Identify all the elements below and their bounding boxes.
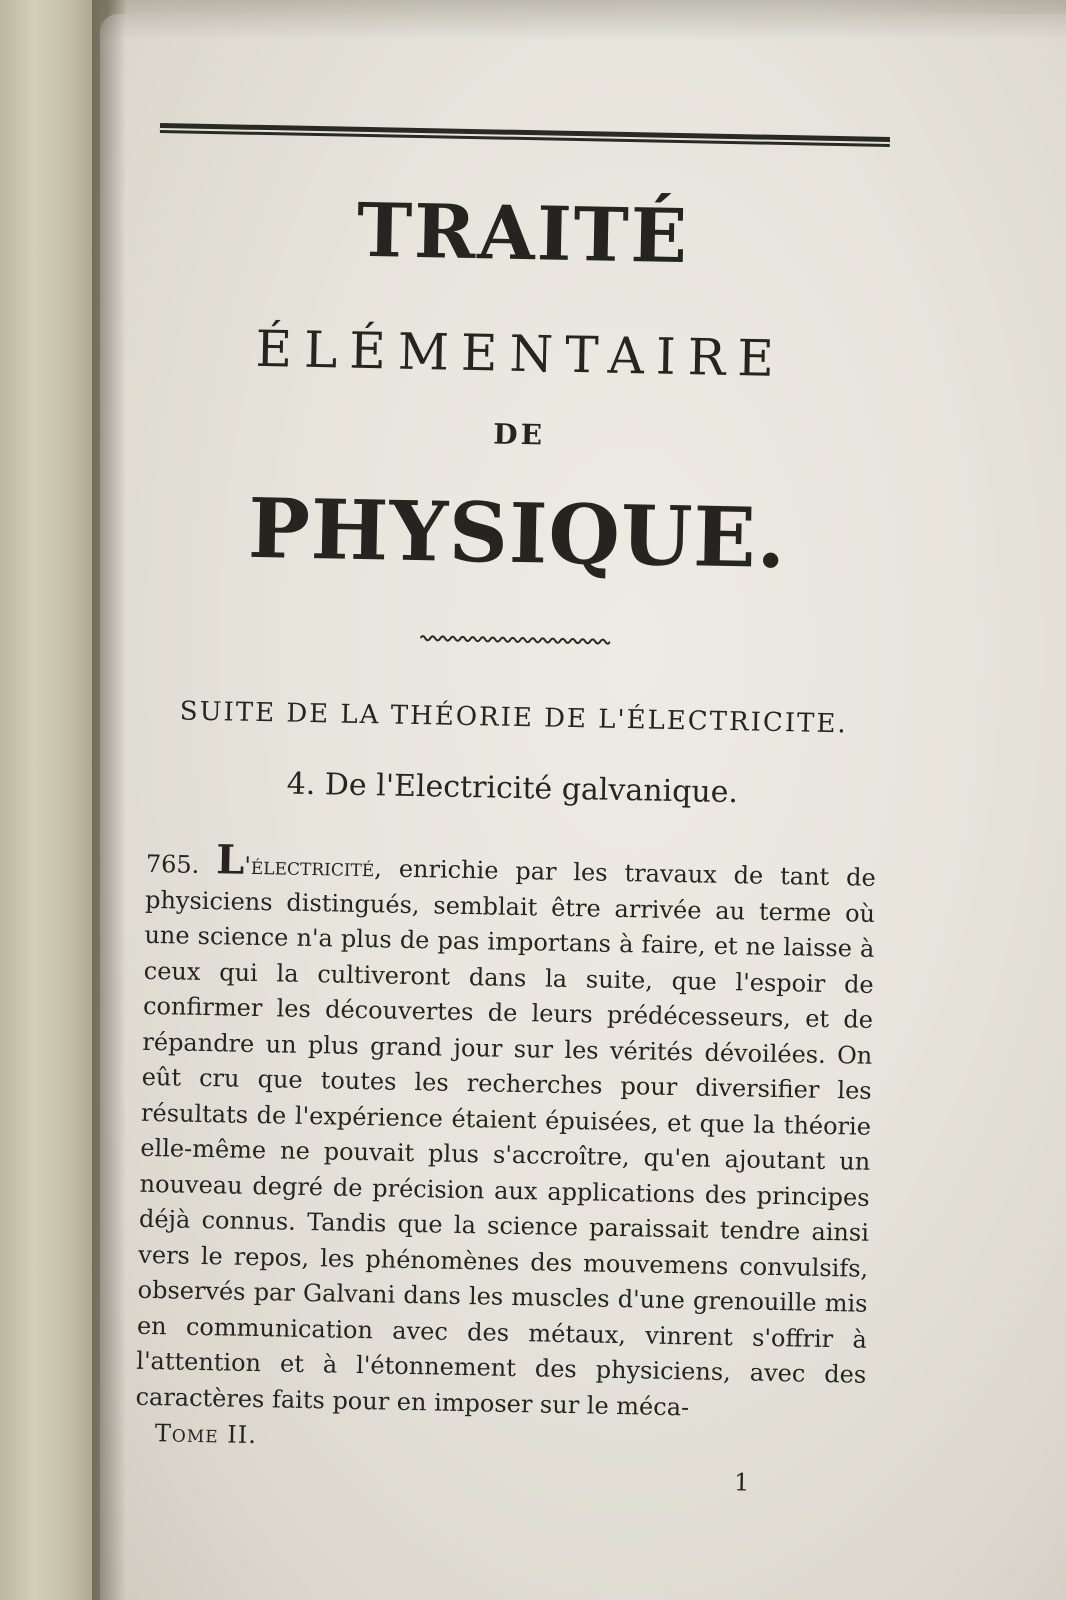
previous-page-edge <box>0 0 100 1600</box>
title-de: DE <box>493 417 546 452</box>
paragraph-text: , enrichie par les travaux de tant de physiciens distingués, semblait être arrivée au terme où une science n'a plus de pas importans à faire, et ne laisse à ceux qui la cultiveront dans la suite, que l'espoir de confirmer les découvertes de leurs prédécesseurs, et de répandre un plus grand jour sur les vérités dévoilées. On eût cru que toutes les recherches pour diversifier les résultats de l'expérience étaient épuisées, et que la théorie elle-même ne pouvait plus s'accroître, qu'en ajoutant un nouveau degré de précision aux applications des principes déjà connus. Tandis que la science paraissait tendre ainsi vers le repos, les phénomènes des mouvemens convulsifs, observés par Galvani dans les muscles d'une grenouille mis en communication avec des métaux, vinrent s'offrir à l'attention et à l'étonnement des physiciens, avec des caractères faits pour en imposer sur le méca- <box>135 854 876 1421</box>
page-number: 1 <box>733 1468 750 1497</box>
section-heading: SUITE DE LA THÉORIE DE L'ÉLECTRICITE. <box>179 696 848 740</box>
page-content <box>134 123 890 1497</box>
section-subheading: 4. De l'Electricité galvanique. <box>286 766 739 811</box>
wavy-ornament-divider <box>420 633 610 647</box>
page-top-shadow <box>100 0 1066 40</box>
gutter-shadow <box>92 0 126 1600</box>
body-paragraph <box>135 836 876 1429</box>
title-traite: TRAITÉ <box>356 187 690 281</box>
lead-small-caps: 'électricité <box>244 851 375 883</box>
drop-cap: L <box>215 836 245 884</box>
paragraph-number: 765. <box>145 849 200 879</box>
volume-label: Tome II. <box>154 1419 258 1450</box>
title-elementaire: ÉLÉMENTAIRE <box>255 319 787 389</box>
title-physique: PHYSIQUE. <box>247 480 788 588</box>
